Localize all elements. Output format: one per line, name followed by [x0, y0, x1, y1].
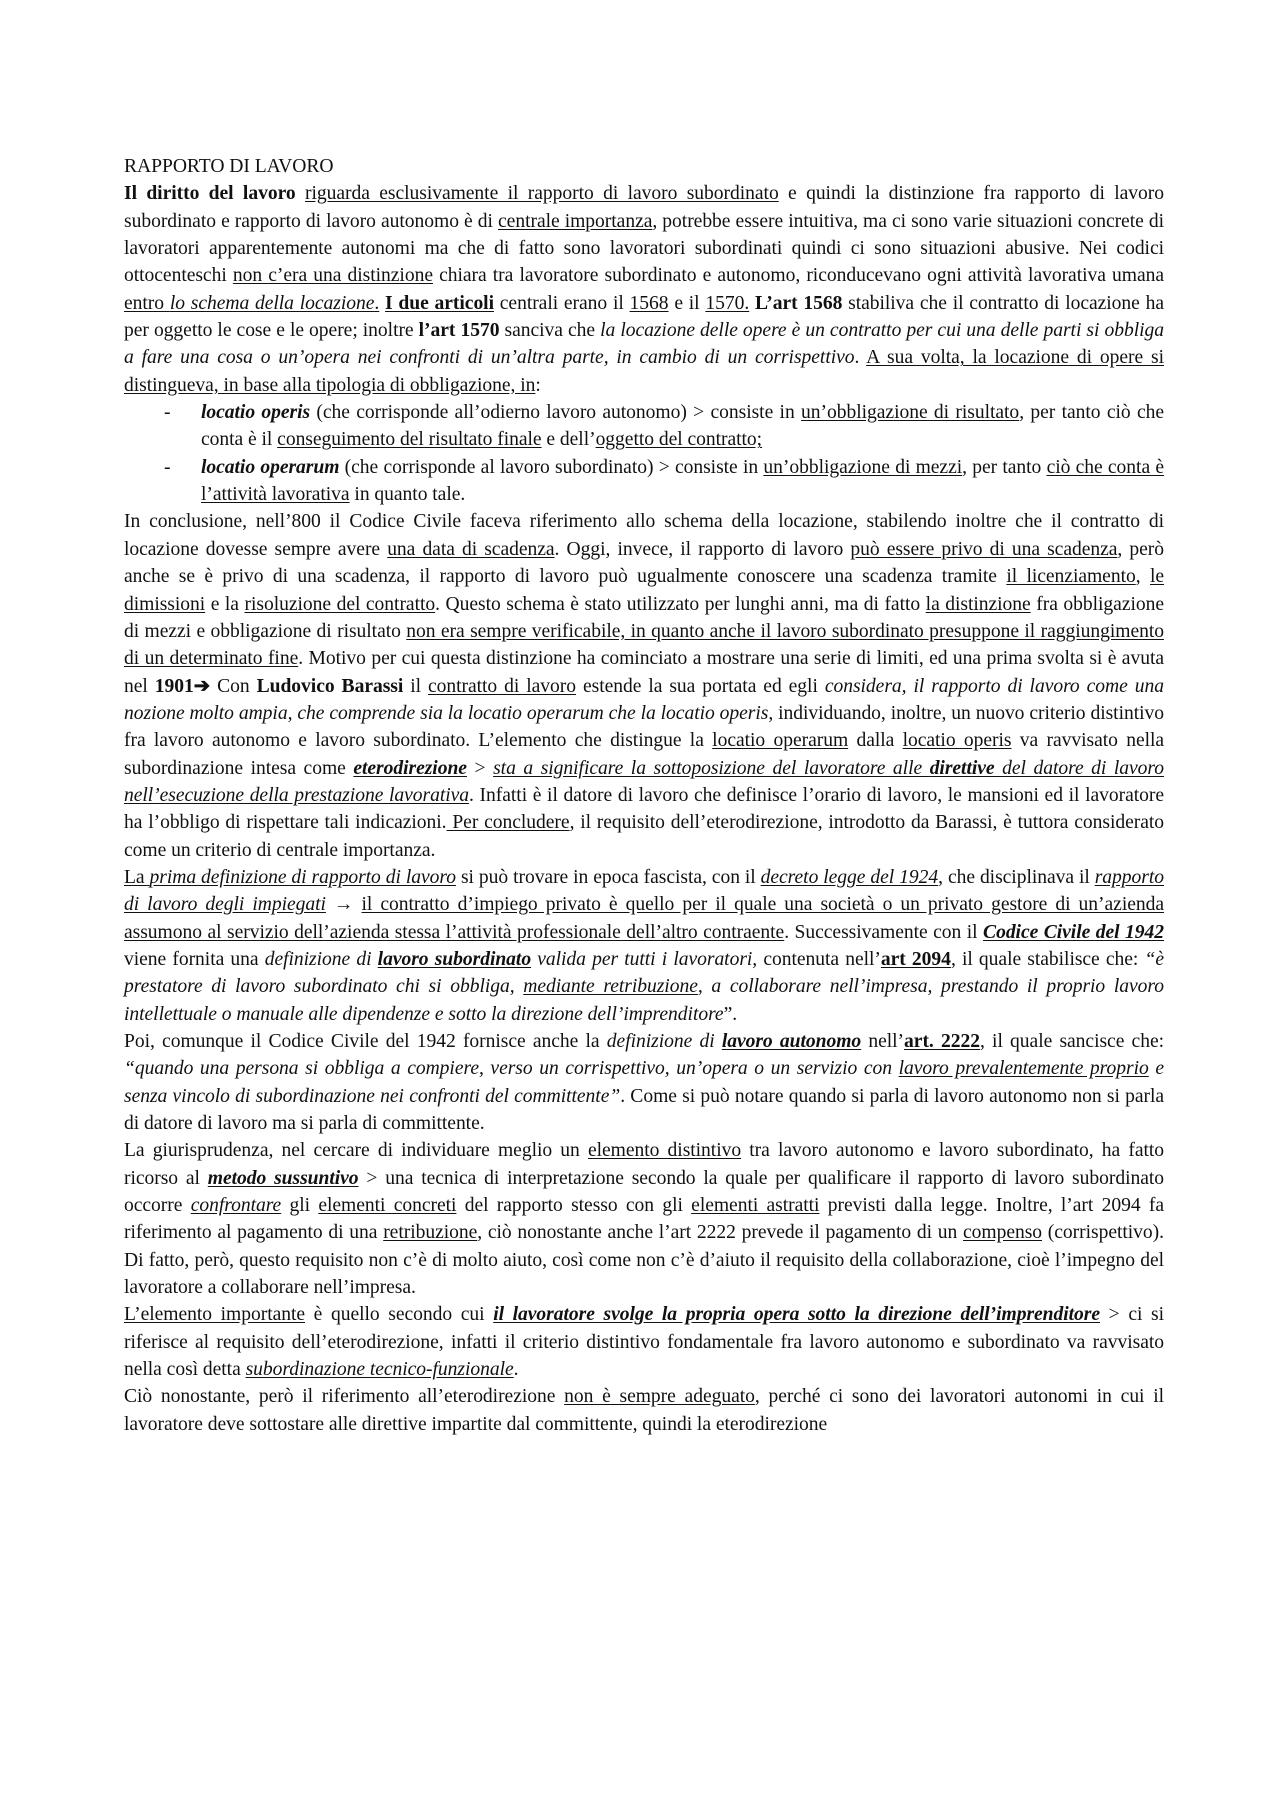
text-run: e senza vincolo di subordinazione nei confronti del committente”: [124, 1058, 1164, 1107]
text-run: elementi concreti: [318, 1195, 457, 1217]
text-run: non era sempre verificabile, in quanto anche il lavoro subordinato presuppone il raggiungimento di un determinato fine: [124, 620, 1164, 670]
text-run: direttive: [929, 757, 995, 779]
text-run: L’art 1568: [755, 292, 843, 314]
text-run: tra lavoro autonomo e lavoro subordinato, ha fatto ricorso al: [124, 1140, 1165, 1189]
text-run: la locazione delle opere è un contratto per cui una delle parti si obbliga a fare una cosa o un’opera nei confronti di un’altra parte, in cambio di un corrispettivo: [124, 320, 1164, 369]
text-run: art 2094: [880, 948, 951, 970]
text-run: Per concludere: [446, 812, 570, 834]
text-run: :: [535, 374, 541, 396]
text-run: , per tanto: [962, 456, 1047, 478]
text-run: . Successivamente con il: [784, 921, 984, 943]
text-run: L’elemento importante: [124, 1304, 306, 1326]
text-run: , il quale stabilisce che:: [950, 948, 1145, 970]
text-run: , perché ci sono dei lavoratori autonomi in cui il lavoratore deve sottostare alle direttive impartite dal committente, quindi la eterodirezione: [124, 1386, 1164, 1435]
text-run: l’art 1570: [418, 320, 500, 342]
bullet-list: [124, 399, 1164, 508]
text-run: il: [403, 675, 428, 697]
text-run: lavoro subordinato: [377, 948, 532, 970]
text-run: , il requisito dell’eterodirezione, introdotto da Barassi, è tuttora considerato come un criterio di centrale importanza.: [124, 812, 1164, 861]
text-run: decreto legge del 1924: [760, 866, 939, 888]
text-run: La giurisprudenza, nel cercare di individuare meglio un: [124, 1140, 588, 1162]
text-run: centrale importanza: [498, 210, 653, 232]
paragraph: [124, 864, 1164, 1028]
text-run: > una tecnica di interpretazione secondo la quale per qualificare il rapporto di lavoro subordinato occorre: [124, 1167, 1164, 1217]
text-run: il contratto d’impiego privato è quello per il quale una società o un privato gestore di un’azienda assumono al servizio dell’azienda stessa l’attività professionale dell’altro contraente: [124, 894, 1164, 943]
text-run: va ravvisato nella subordinazione intesa come: [124, 730, 1165, 779]
text-run: e quindi la distinzione fra rapporto di lavoro subordinato e rapporto di lavoro autonomo è di: [124, 183, 1164, 232]
text-run: del datore di lavoro nell’esecuzione della prestazione lavorativa: [124, 757, 1164, 806]
text-run: , ciò nonostante anche l’art 2222 prevede il pagamento di un: [477, 1222, 963, 1244]
text-run: si può trovare in epoca fascista, con il: [456, 866, 761, 888]
text-run: rapporto di lavoro degli impiegati: [124, 866, 1164, 916]
text-run: , potrebbe essere intuitiva, ma ci sono varie situazioni concrete di lavoratori apparentemente autonomi ma che di fatto sono lavoratori subordinati quindi ci sono situazioni abusive. Nei codici ottocenteschi: [124, 210, 1164, 287]
text-run: . Oggi, invece, il rapporto di lavoro: [554, 538, 851, 560]
text-run: Ciò nonostante, però il riferimento all’eterodirezione: [124, 1386, 565, 1408]
text-run: contenuta nell’: [757, 948, 881, 970]
text-run: “è prestatore di lavoro subordinato chi si obbliga,: [124, 948, 1164, 998]
text-run: . Infatti è il datore di lavoro che definisce l’orario di lavoro, le mansioni ed il lavoratore ha l’obbligo di rispettare tali indicazioni.: [124, 784, 1164, 834]
text-run: A sua volta, la locazione di opere si distingueva, in base alla tipologia di obbligazione, in: [124, 347, 1164, 396]
document-title: RAPPORTO DI LAVORO: [124, 156, 334, 177]
list-item: [124, 399, 1164, 454]
text-run: contratto di lavoro: [427, 675, 577, 697]
text-run: risoluzione del contratto: [244, 593, 436, 615]
text-run: ciò che conta è l’attività lavorativa: [201, 456, 1165, 506]
text-run: 1568: [629, 292, 669, 314]
paragraph: [124, 1301, 1164, 1383]
text-run: oggetto del contratto;: [595, 429, 763, 451]
text-run: un’obbligazione di risultato: [801, 402, 1020, 424]
text-run: previsti dalla legge. Inoltre, l’art 2094 fa riferimento al pagamento di una: [124, 1195, 1165, 1244]
text-run: locatio operis: [902, 730, 1012, 752]
text-run: Ludovico Barassi: [256, 675, 404, 697]
text-run: [296, 183, 305, 204]
text-run: centrali erano il: [493, 292, 630, 314]
paragraph: [124, 1028, 1164, 1137]
text-run: lavoro prevalentemente proprio: [898, 1058, 1149, 1080]
text-run: subordinazione tecnico-funzionale: [245, 1359, 514, 1381]
text-run: Codice Civile del 1942: [983, 921, 1164, 943]
text-run: > ci si riferisce al requisito dell’eterodirezione, infatti il criterio distintivo fondamentale fra lavoro autonomo e subordinato va ravvisato nella così detta: [124, 1304, 1164, 1381]
text-run: il lavoratore svolge la propria opera sotto la direzione dell’imprenditore: [493, 1304, 1101, 1326]
text-run: lavoro autonomo: [721, 1031, 862, 1052]
text-run: viene fornita una: [124, 948, 265, 970]
paragraph: [124, 508, 1164, 863]
text-run: definizione di: [606, 1031, 722, 1052]
text-run: gli: [281, 1195, 319, 1217]
text-run: →: [325, 894, 362, 916]
list-dash: -: [164, 402, 171, 424]
text-run: locatio operis: [201, 402, 311, 424]
text-run: , però anche se è privo di una scadenza, il rapporto di lavoro può ugualmente conoscere una scadenza tramite: [124, 538, 1164, 588]
text-run: entro: [124, 292, 170, 314]
text-run: locatio operarum: [712, 730, 849, 752]
text-run: e la: [205, 593, 245, 615]
text-run: considera, il rapporto di lavoro come una nozione molto ampia, che comprende sia la locatio operarum che la locatio operis,: [124, 675, 1164, 724]
text-run: riguarda esclusivamente il rapporto di lavoro subordinato: [304, 183, 779, 205]
list-item-text: [201, 402, 1164, 450]
text-run: un’obbligazione di mezzi: [763, 456, 963, 478]
text-run: definizione di: [264, 948, 378, 970]
list-dash: -: [164, 456, 171, 478]
paragraph: [124, 1383, 1164, 1438]
text-run: non c’era una distinzione: [232, 265, 433, 287]
text-run: sta a significare la sottoposizione del lavoratore alle: [493, 757, 930, 779]
text-run: il licenziamento: [1006, 566, 1136, 588]
text-run: fra obbligazione di mezzi e obbligazione di risultato: [124, 593, 1164, 642]
text-run: lo schema della locazione: [169, 292, 375, 314]
text-run: stabiliva che il contratto di locazione ha per oggetto le cose e le opere; inoltre: [124, 292, 1164, 342]
text-run: elementi astratti: [691, 1195, 820, 1217]
text-run: .: [513, 1359, 519, 1381]
text-run: La: [124, 866, 150, 888]
text-run: mediante retribuzione: [523, 976, 698, 998]
text-run: , per tanto ciò che conta è il: [201, 402, 1164, 451]
text-run: ➔: [193, 675, 218, 697]
paragraph: [124, 1137, 1164, 1301]
text-run: chiara tra lavoratore subordinato e autonomo, riconducevano ogni attività lavorativa umana: [432, 265, 1164, 287]
text-run: conseguimento del risultato finale: [277, 429, 542, 451]
text-run: e dell’: [541, 429, 596, 451]
text-run: la distinzione: [925, 593, 1031, 615]
text-run: ”.: [723, 1003, 738, 1025]
list-item-text: [201, 457, 1164, 505]
text-run: le dimissioni: [124, 566, 1164, 615]
text-run: estende la sua portata ed egli: [576, 675, 825, 697]
text-run: . Motivo per cui questa distinzione ha cominciato a mostrare una serie di limiti, ed una prima svolta si è avuta nel: [124, 648, 1164, 697]
paragraph: [124, 180, 1164, 399]
text-run: .: [854, 347, 867, 369]
text-run: valida per tutti i lavoratori,: [531, 948, 758, 970]
text-run: locatio operarum: [201, 456, 340, 478]
text-run: . Come si può notare quando si parla di lavoro autonomo non si parla di datore di lavoro ma si parla di committente.: [124, 1085, 1164, 1135]
text-run: nell’: [861, 1031, 905, 1052]
text-run: eterodirezione: [353, 757, 467, 779]
text-run: . Questo schema è stato utilizzato per lunghi anni, ma di fatto: [435, 593, 926, 615]
text-run: (che corrisponde all’odierno lavoro autonomo) > consiste in: [310, 402, 802, 424]
text-run: è quello secondo cui: [305, 1304, 494, 1326]
text-run: , che disciplinava il: [938, 866, 1095, 888]
text-run: compenso: [963, 1222, 1043, 1244]
text-run: retribuzione: [383, 1222, 478, 1244]
text-run: “quando una persona si obbliga a compiere, verso un corrispettivo, un’opera o un servizio con: [124, 1058, 899, 1080]
text-run: in quanto tale.: [349, 484, 466, 506]
text-run: , a collaborare nell’impresa, prestando il proprio lavoro intellettuale o manuale alle dipendenze e sotto la direzione dell’imprenditore: [124, 976, 1164, 1025]
document-body: [124, 153, 1164, 1438]
text-run: può essere privo di una scadenza: [850, 538, 1118, 560]
text-run: ,: [1135, 566, 1150, 588]
text-run: Poi, comunque il Codice Civile del 1942 fornisce anche la: [124, 1031, 607, 1052]
text-run: del rapporto stesso con gli: [456, 1195, 692, 1217]
text-run: Con: [217, 675, 257, 697]
text-run: (corrispettivo). Di fatto, però, questo requisito non c’è di molto aiuto, così come non c’è d’aiuto il requisito della collaborazione, cioè l’impegno del lavoratore a collaborare nell’impresa.: [124, 1222, 1164, 1299]
text-run: Il diritto del lavoro: [124, 183, 296, 205]
text-run: >: [466, 757, 494, 779]
text-run: non è sempre adeguato: [564, 1386, 755, 1408]
text-run: individuando, inoltre, un nuovo criterio distintivo fra lavoro autonomo e lavoro subordinato. L’elemento che distingue la: [124, 702, 1164, 752]
text-run: sanciva che: [499, 320, 601, 342]
text-run: confrontare: [190, 1195, 282, 1217]
text-run: , il quale sancisce che:: [979, 1031, 1164, 1052]
text-run: elemento distintivo: [587, 1140, 742, 1162]
text-run: art. 2222: [904, 1031, 980, 1052]
text-run: una data di scadenza: [387, 538, 555, 560]
text-run: metodo sussuntivo: [207, 1167, 359, 1189]
text-run: In conclusione, nell’800 il Codice Civile faceva riferimento allo schema della locazione, stabilendo inoltre che il contratto di locazione dovesse sempre avere: [124, 511, 1164, 560]
text-run: I due articoli: [385, 292, 494, 314]
text-run: 1570.: [705, 292, 750, 314]
text-run: (che corrisponde al lavoro subordinato) > consiste in: [339, 456, 764, 478]
text-run: dalla: [848, 730, 903, 752]
text-run: prima definizione di rapporto di lavoro: [149, 866, 456, 888]
text-run: .: [374, 292, 380, 314]
text-run: e il: [668, 292, 706, 314]
list-item: [124, 454, 1164, 509]
text-run: 1901: [154, 675, 194, 697]
